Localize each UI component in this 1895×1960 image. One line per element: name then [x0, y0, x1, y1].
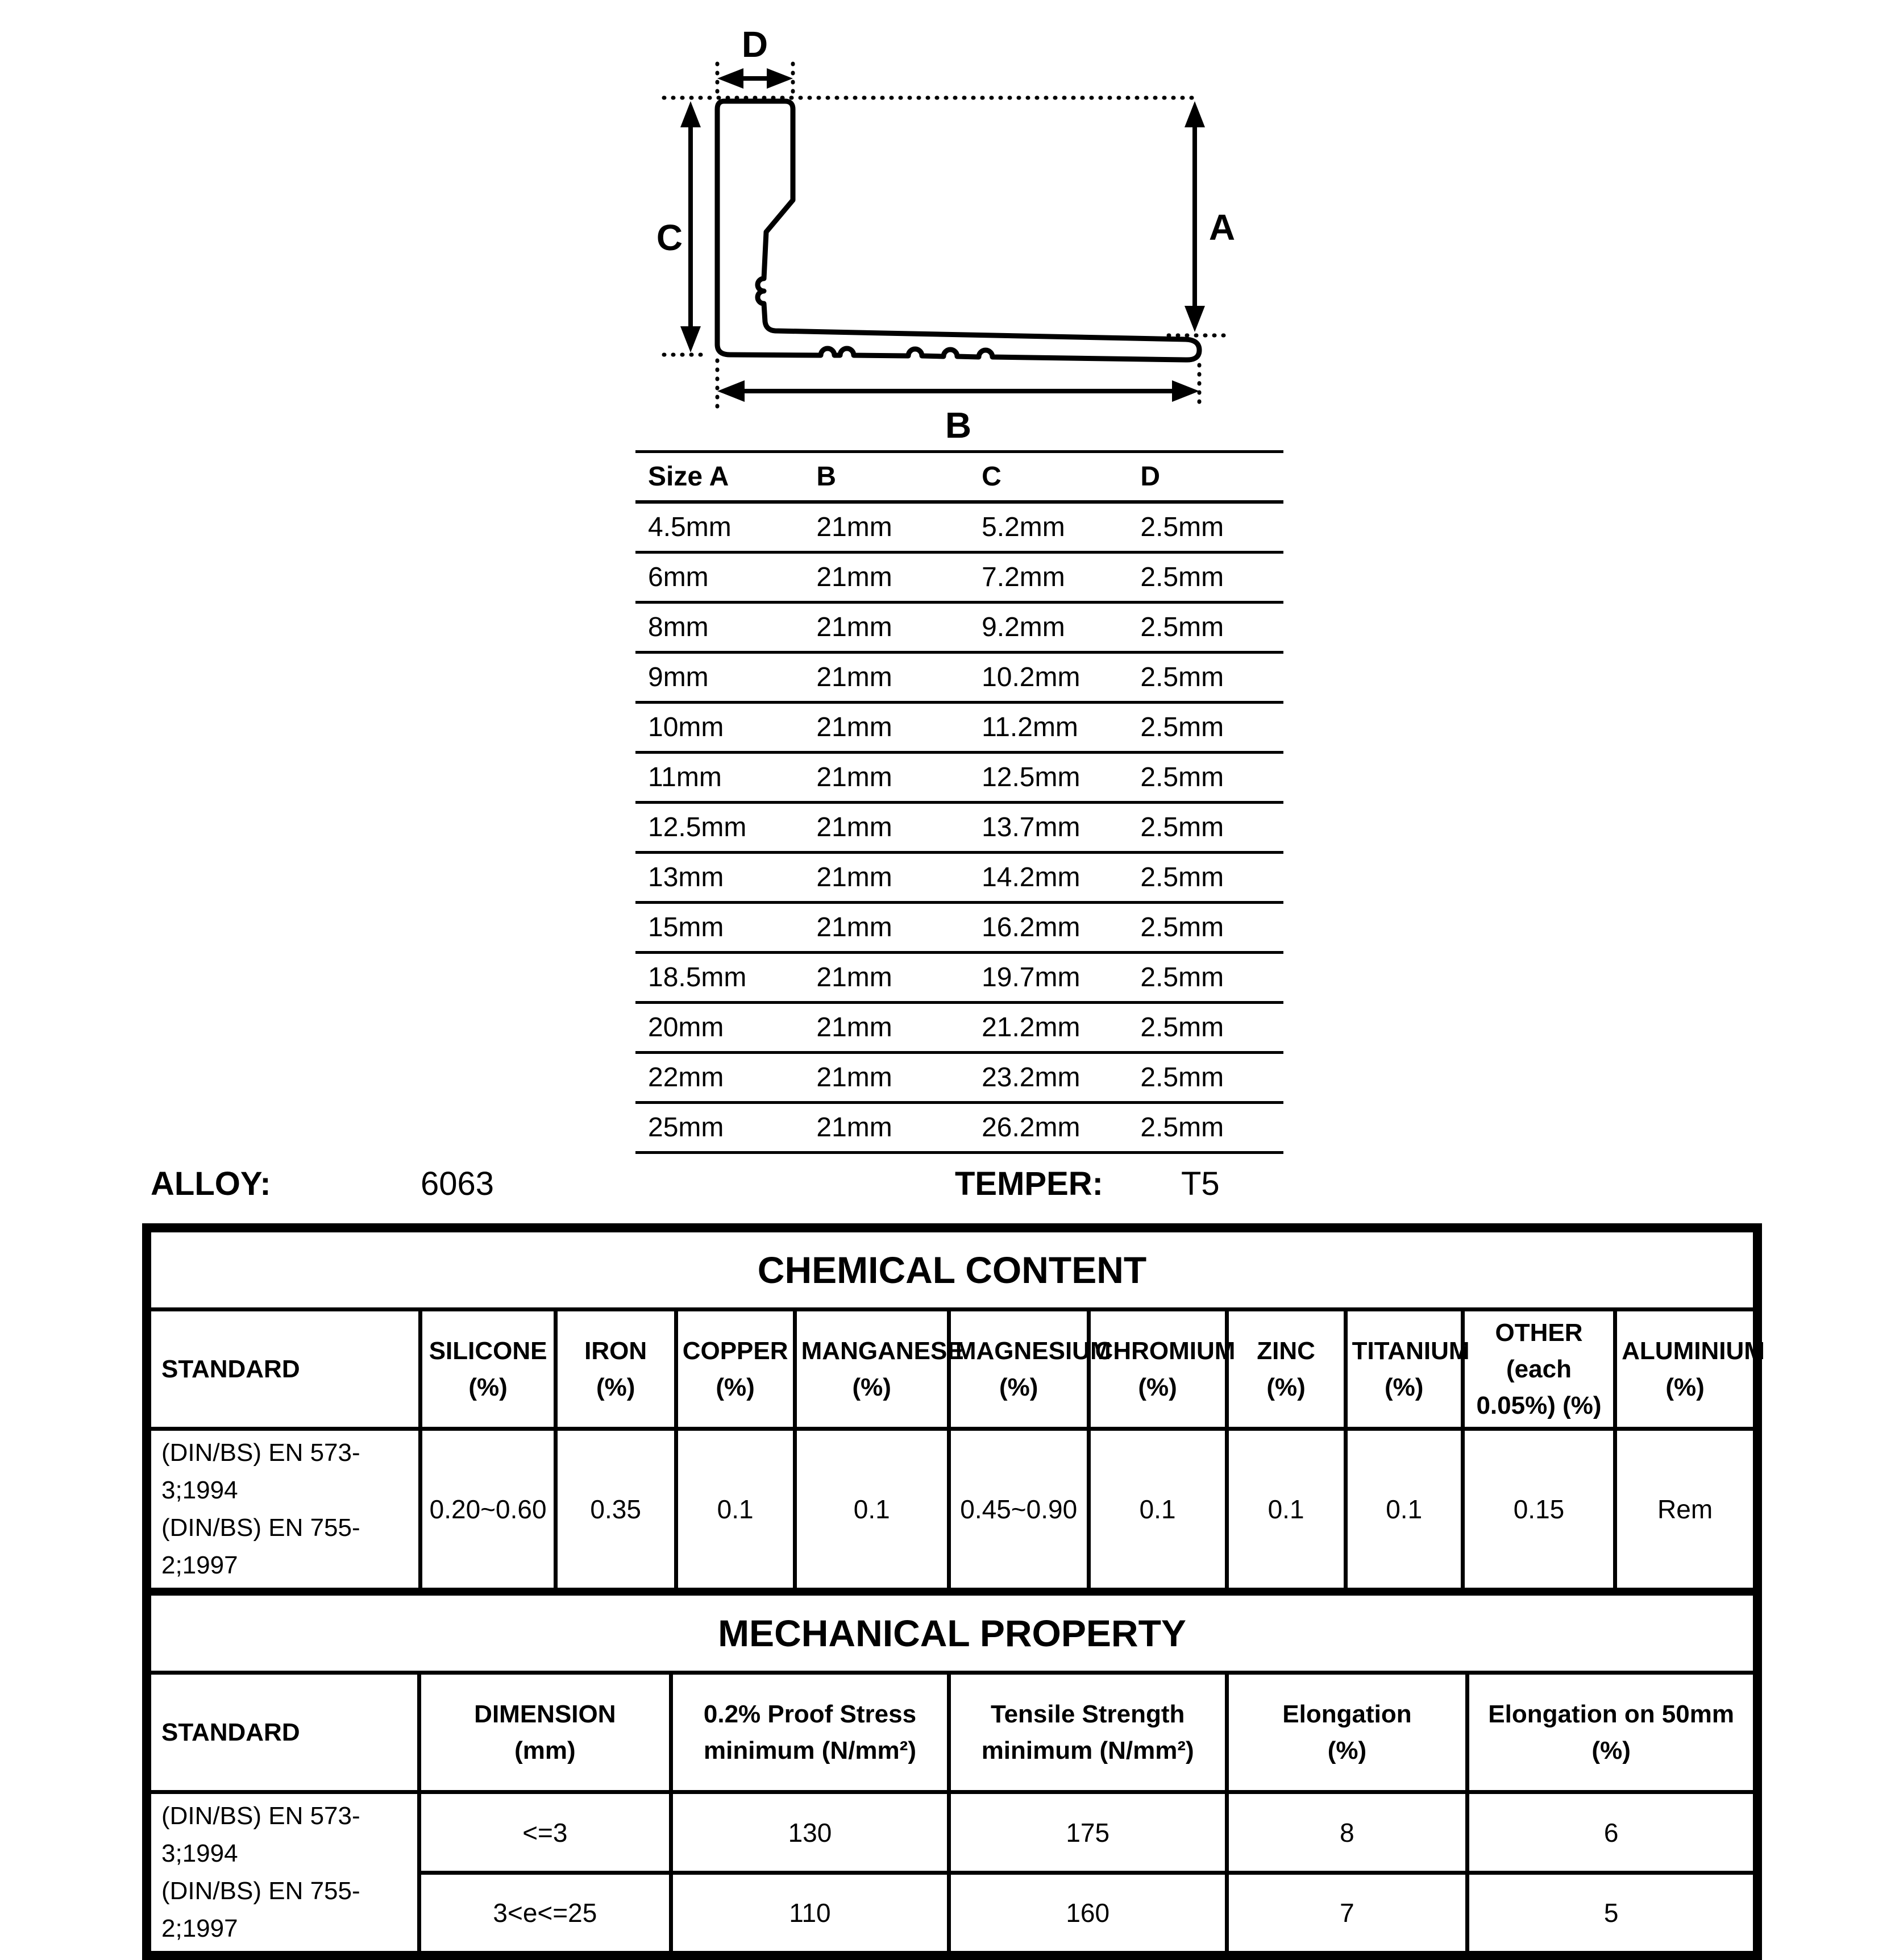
col-unit: minimum (N/mm²) — [703, 1736, 916, 1764]
size-cell: 21mm — [816, 712, 892, 742]
size-col-header-c: C — [982, 462, 1001, 492]
size-cell: 2.5mm — [1140, 512, 1224, 542]
chem-value-iron: 0.35 — [555, 1429, 676, 1590]
mech-col-dimension — [419, 1673, 671, 1792]
chem-value-silicone: 0.20~0.60 — [421, 1429, 555, 1590]
size-cell: 21mm — [816, 1062, 892, 1093]
chem-col-titanium — [1345, 1310, 1470, 1429]
size-cell: 21.2mm — [982, 1012, 1081, 1043]
size-row — [635, 703, 1283, 753]
size-cell: 13.7mm — [982, 812, 1081, 842]
size-cell: 12.5mm — [648, 812, 747, 842]
size-col-header-d: D — [1140, 462, 1161, 492]
col-name: ALUMINIUM — [1622, 1336, 1765, 1365]
mech-dimension: <=3 — [419, 1792, 671, 1873]
mech-elongation-50mm: 5 — [1468, 1872, 1755, 1953]
size-cell: 2.5mm — [1140, 1112, 1224, 1143]
dim-label-c: C — [656, 217, 683, 258]
size-row — [635, 753, 1283, 803]
size-cell: 2.5mm — [1140, 812, 1224, 842]
size-row — [635, 903, 1283, 953]
mechanical-header-row — [149, 1673, 1755, 1792]
size-cell: 11mm — [648, 762, 722, 792]
mech-tensile-strength: 175 — [949, 1792, 1227, 1873]
spec-tables — [142, 1223, 1765, 1960]
size-cell: 22mm — [648, 1062, 724, 1093]
standard-line: (DIN/BS) EN 755-2;1997 — [161, 1514, 360, 1580]
size-cell: 21mm — [816, 962, 892, 993]
size-row — [635, 502, 1283, 553]
col-name: CHROMIUM — [1095, 1336, 1236, 1365]
standard-line: (DIN/BS) EN 573-3;1994 — [161, 1439, 360, 1505]
size-cell: 11.2mm — [982, 712, 1078, 742]
alloy-temper-line — [0, 1160, 1895, 1209]
col-name: MANGANESE — [801, 1336, 964, 1365]
temper-label: TEMPER: — [955, 1165, 1103, 1202]
size-cell: 2.5mm — [1140, 712, 1224, 742]
col-unit: (%) — [1384, 1373, 1424, 1401]
chemical-data-row — [149, 1429, 1755, 1590]
chem-col-standard: STANDARD — [149, 1310, 421, 1429]
profile-outline — [717, 101, 1199, 360]
col-unit: (%) — [1266, 1373, 1306, 1401]
size-row — [635, 553, 1283, 603]
size-cell: 12.5mm — [982, 762, 1081, 792]
size-cell: 21mm — [816, 1112, 892, 1143]
standard-line: (DIN/BS) EN 755-2;1997 — [161, 1877, 360, 1943]
dim-label-b: B — [945, 405, 972, 443]
dim-arrow-a — [1185, 101, 1205, 332]
size-row — [635, 653, 1283, 703]
chem-col-zinc — [1227, 1310, 1345, 1429]
size-cell: 26.2mm — [982, 1112, 1081, 1143]
size-cell: 2.5mm — [1140, 962, 1224, 993]
size-cell: 25mm — [648, 1112, 724, 1143]
size-cell: 2.5mm — [1140, 662, 1224, 692]
mech-standard-cell — [149, 1792, 419, 1953]
size-table — [635, 450, 1283, 1154]
col-name: Elongation on 50mm — [1488, 1700, 1734, 1729]
chem-col-silicone — [421, 1310, 555, 1429]
mech-tensile-strength: 160 — [949, 1872, 1227, 1953]
col-name: MAGNESIUM — [955, 1336, 1111, 1365]
size-col-header-a: Size A — [648, 462, 729, 492]
mech-col-elongation — [1227, 1673, 1468, 1792]
chem-value-zinc: 0.1 — [1227, 1429, 1345, 1590]
standard-line: (DIN/BS) EN 573-3;1994 — [161, 1802, 360, 1868]
mech-col-elongation-50mm — [1468, 1673, 1755, 1792]
chem-col-copper — [676, 1310, 795, 1429]
col-unit: (%) — [999, 1373, 1038, 1401]
size-cell: 9.2mm — [982, 612, 1065, 642]
size-cell: 2.5mm — [1140, 912, 1224, 942]
size-cell: 21mm — [816, 812, 892, 842]
size-cell: 23.2mm — [982, 1062, 1081, 1093]
size-table-section — [635, 450, 1283, 1154]
dim-arrow-d — [717, 68, 793, 89]
size-cell: 20mm — [648, 1012, 724, 1043]
chem-col-iron — [555, 1310, 676, 1429]
size-cell: 2.5mm — [1140, 1062, 1224, 1093]
size-cell: 2.5mm — [1140, 862, 1224, 892]
size-cell: 14.2mm — [982, 862, 1081, 892]
col-name: COPPER — [682, 1336, 788, 1365]
size-cell: 2.5mm — [1140, 1012, 1224, 1043]
size-cell: 21mm — [816, 512, 892, 542]
size-cell: 10mm — [648, 712, 724, 742]
mech-col-proof-stress — [671, 1673, 949, 1792]
size-row — [635, 803, 1283, 853]
col-name: ZINC — [1257, 1336, 1315, 1365]
col-unit: (%) — [596, 1373, 635, 1401]
mech-elongation: 8 — [1227, 1792, 1468, 1873]
chem-standard-cell — [149, 1429, 421, 1590]
mech-proof-stress: 110 — [671, 1872, 949, 1953]
size-row — [635, 853, 1283, 903]
col-unit: (%) — [1591, 1736, 1631, 1764]
dim-label-a: A — [1208, 207, 1236, 248]
chem-value-copper: 0.1 — [676, 1429, 795, 1590]
size-cell: 21mm — [816, 862, 892, 892]
col-unit: (%) — [1327, 1736, 1367, 1764]
size-row — [635, 1003, 1283, 1053]
mechanical-data-row — [149, 1792, 1755, 1873]
col-name: SILICONE — [429, 1336, 547, 1365]
chem-value-manganese: 0.1 — [795, 1429, 949, 1590]
size-cell: 4.5mm — [648, 512, 732, 542]
chem-col-chromium — [1088, 1310, 1236, 1429]
mechanical-table-title: MECHANICAL PROPERTY — [149, 1594, 1755, 1673]
size-cell: 21mm — [816, 562, 892, 592]
chemical-table-title: CHEMICAL CONTENT — [149, 1231, 1755, 1310]
mech-col-standard: STANDARD — [149, 1673, 419, 1792]
chem-value-aluminium: Rem — [1615, 1429, 1755, 1590]
chem-value-magnesium: 0.45~0.90 — [949, 1429, 1088, 1590]
col-name: OTHER (each — [1495, 1319, 1583, 1383]
col-unit: (%) — [468, 1373, 508, 1401]
size-cell: 9mm — [648, 662, 709, 692]
chem-col-manganese — [795, 1310, 964, 1429]
chem-value-chromium: 0.1 — [1088, 1429, 1227, 1590]
dim-arrow-b — [717, 380, 1199, 402]
size-cell: 15mm — [648, 912, 724, 942]
size-cell: 19.7mm — [982, 962, 1081, 993]
col-name: DIMENSION — [474, 1700, 616, 1729]
col-unit: (%) — [716, 1373, 755, 1401]
alloy-label: ALLOY: — [151, 1165, 271, 1202]
size-row — [635, 953, 1283, 1003]
size-cell: 21mm — [816, 612, 892, 642]
size-cell: 6mm — [648, 562, 709, 592]
size-cell: 13mm — [648, 862, 724, 892]
chemical-header-row — [149, 1310, 1755, 1429]
profile-cross-section-diagram — [654, 11, 1239, 443]
size-cell: 2.5mm — [1140, 612, 1224, 642]
col-unit: (%) — [1665, 1373, 1705, 1401]
mech-elongation: 7 — [1227, 1872, 1468, 1953]
size-cell: 16.2mm — [982, 912, 1081, 942]
col-name: TITANIUM — [1352, 1336, 1470, 1365]
chem-col-aluminium — [1615, 1310, 1765, 1429]
chemical-content-table — [147, 1228, 1765, 1592]
size-cell: 8mm — [648, 612, 709, 642]
size-row — [635, 1103, 1283, 1153]
chem-col-other — [1462, 1310, 1615, 1429]
mech-proof-stress: 130 — [671, 1792, 949, 1873]
col-name: 0.2% Proof Stress — [703, 1700, 917, 1729]
alloy-value: 6063 — [421, 1165, 494, 1202]
col-unit: 0.05%) (%) — [1476, 1391, 1602, 1419]
col-unit: (mm) — [514, 1736, 576, 1764]
mech-elongation-50mm: 6 — [1468, 1792, 1755, 1873]
size-col-header-b: B — [816, 462, 837, 492]
col-name: Elongation — [1282, 1700, 1412, 1729]
chem-value-other: 0.15 — [1462, 1429, 1615, 1590]
size-table-header-row — [635, 452, 1283, 503]
mech-col-tensile-strength — [949, 1673, 1227, 1792]
size-row — [635, 603, 1283, 653]
size-cell: 18.5mm — [648, 962, 747, 993]
size-cell: 7.2mm — [982, 562, 1065, 592]
size-row — [635, 1053, 1283, 1103]
chem-col-magnesium — [949, 1310, 1111, 1429]
size-cell: 5.2mm — [982, 512, 1065, 542]
size-cell: 2.5mm — [1140, 562, 1224, 592]
col-name: IRON — [584, 1336, 647, 1365]
temper-value: T5 — [1181, 1165, 1220, 1202]
chem-value-titanium: 0.1 — [1345, 1429, 1462, 1590]
col-unit: (%) — [1138, 1373, 1177, 1401]
col-unit: minimum (N/mm²) — [981, 1736, 1194, 1764]
size-cell: 21mm — [816, 662, 892, 692]
size-cell: 21mm — [816, 762, 892, 792]
dim-label-d: D — [741, 24, 768, 65]
col-unit: (%) — [852, 1373, 891, 1401]
mech-dimension: 3<e<=25 — [419, 1872, 671, 1953]
dim-arrow-c — [680, 101, 701, 352]
size-cell: 21mm — [816, 1012, 892, 1043]
size-cell: 21mm — [816, 912, 892, 942]
col-name: Tensile Strength — [990, 1700, 1185, 1729]
mechanical-property-table — [147, 1592, 1757, 1955]
size-cell: 2.5mm — [1140, 762, 1224, 792]
size-cell: 10.2mm — [982, 662, 1081, 692]
